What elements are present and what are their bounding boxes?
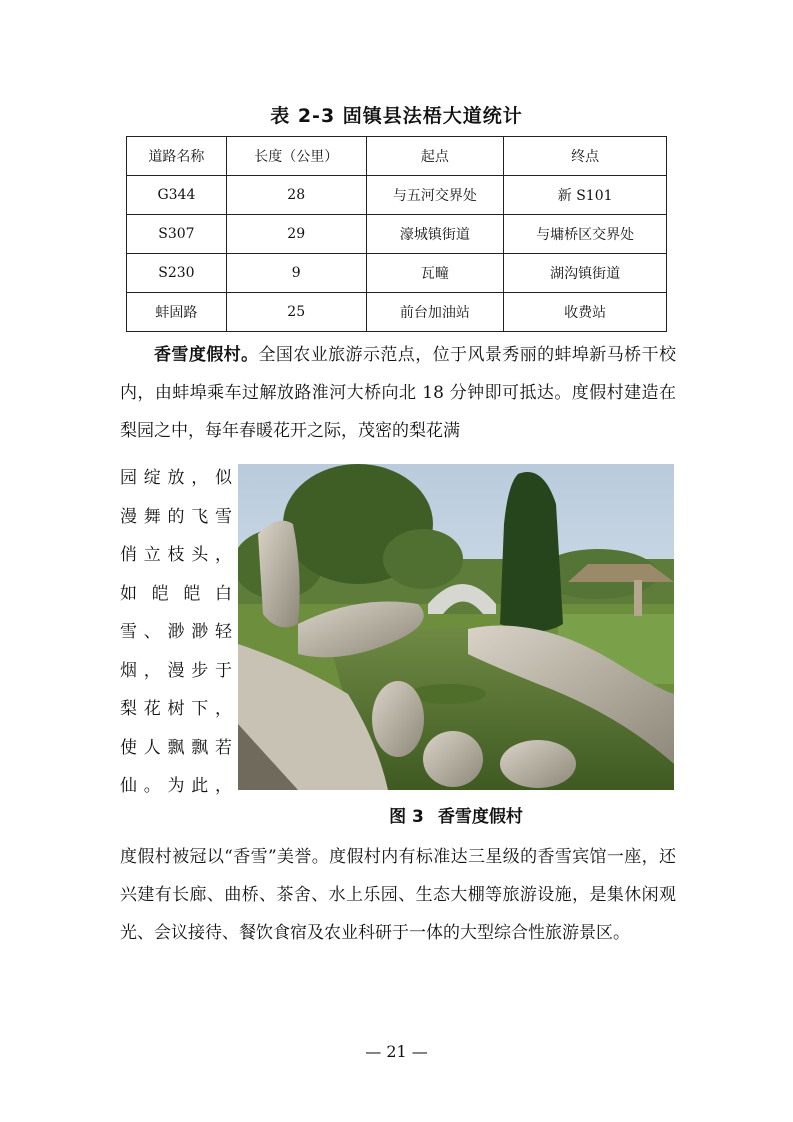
intro-text: 全国农业旅游示范点，位于风景秀丽的蚌埠新马桥干校内，由蚌埠乘车过解放路淮河大桥向北 18 分钟即可抵达。度假村建造在梨园之中，每年春暖花开之际，茂密的梨花满	[120, 345, 677, 441]
photo-illustration	[238, 464, 674, 790]
wrapped-line: 如皑皑白	[120, 583, 232, 604]
table-title: 表 2-3 固镇县法梧大道统计	[270, 105, 523, 127]
table-cell: 瓦疃	[366, 254, 504, 293]
table-cell: 25	[226, 293, 366, 332]
table-row	[127, 254, 667, 293]
table-cell: 28	[226, 176, 366, 215]
wrapped-line: 梨花树下，	[120, 699, 232, 719]
table-cell: 前台加油站	[366, 293, 504, 332]
table-cell: 与墉桥区交界处	[504, 215, 667, 254]
table-cell: G344	[127, 176, 227, 215]
table-cell: 29	[226, 215, 366, 254]
table-row	[127, 176, 667, 215]
table-cell: 湖沟镇街道	[504, 254, 667, 293]
closing-paragraph: 度假村被冠以“香雪”美誉。度假村内有标准达三星级的香雪宾馆一座，还兴建有长廊、曲桥、茶舍、水上乐园、生态大棚等旅游设施，是集休闲观光、会议接待、餐饮食宿及农业科研于一体的大型综合性旅游景区。	[120, 847, 676, 943]
column-header-length: 长度（公里）	[226, 137, 366, 176]
figure-caption	[238, 802, 674, 827]
wrapped-text-column	[120, 459, 232, 806]
table-header-row	[127, 137, 667, 176]
paragraph-lead: 香雪度假村。	[154, 345, 259, 365]
wrapped-line: 俏立枝头，	[120, 545, 232, 565]
wrapped-line: 烟，漫步于	[120, 660, 232, 681]
column-header-road-name: 道路名称	[127, 137, 227, 176]
wrapped-line: 仙。为此，	[120, 776, 232, 796]
table-cell: 9	[226, 254, 366, 293]
wrapped-line: 园绽放，似	[120, 468, 232, 488]
table-row	[127, 293, 667, 332]
road-statistics-table	[126, 136, 667, 332]
resort-garden-photo	[238, 464, 674, 790]
intro-paragraph	[120, 336, 676, 450]
table-cell: S230	[127, 254, 227, 293]
wrapped-line: 使人飘飘若	[120, 737, 232, 758]
table-row	[127, 215, 667, 254]
column-header-end: 终点	[504, 137, 667, 176]
table-cell: 濠城镇街道	[366, 215, 504, 254]
table-cell: S307	[127, 215, 227, 254]
figure-number: 图 3	[389, 807, 424, 827]
table-cell: 蚌固路	[127, 293, 227, 332]
table-cell: 收费站	[504, 293, 667, 332]
column-header-start: 起点	[366, 137, 504, 176]
wrapped-line: 雪、渺渺轻	[120, 622, 232, 642]
table-cell: 与五河交界处	[366, 176, 504, 215]
figure-caption-text: 香雪度假村	[437, 807, 523, 827]
wrapped-line: 漫舞的飞雪	[120, 506, 232, 527]
table-cell: 新 S101	[504, 176, 667, 215]
page-number: — 21 —	[365, 1042, 428, 1061]
